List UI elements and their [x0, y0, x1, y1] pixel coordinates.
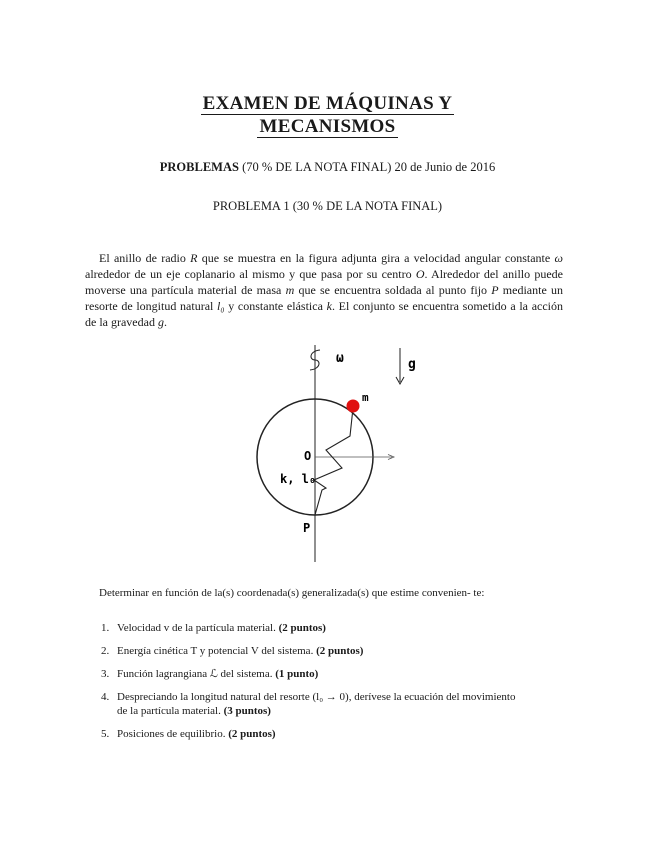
var-k: k: [326, 299, 332, 313]
m-label: m: [362, 391, 369, 404]
list-item: [85, 667, 525, 681]
exam-subtitle: [0, 160, 655, 175]
var-l0: l₀: [217, 299, 225, 313]
task-number: 4.: [101, 691, 110, 703]
intro-text-5: que se encuentra soldada al punto fijo: [294, 283, 492, 297]
var-m: m: [285, 283, 295, 297]
g-label: g: [408, 357, 416, 372]
title-line-2: MECANISMOS: [259, 116, 396, 137]
ring-diagram: [240, 340, 440, 565]
exam-title: [0, 92, 655, 138]
task-points: (3 puntos): [223, 705, 271, 717]
var-O: O: [415, 267, 425, 281]
spring-label: k, l₀: [280, 472, 317, 486]
intro-text-8: . El conjunto se encuentra sometido a la acción de la gravedad: [85, 299, 564, 329]
title-line-1: EXAMEN DE MÁQUINAS Y: [202, 93, 453, 114]
intro-text-4: . Alrededor del anillo puede moverse una partícula material de masa: [85, 267, 564, 297]
intro-text-7: y constante elástica: [224, 299, 327, 313]
task-list: [85, 621, 525, 750]
task-points: (1 punto): [275, 668, 319, 680]
spring: [314, 408, 353, 515]
task-text: Energía cinética T y potencial V del sistema.: [117, 645, 314, 657]
problem-heading: PROBLEMA 1 (30 % DE LA NOTA FINAL): [212, 199, 443, 213]
problem-statement: [85, 250, 563, 330]
task-points: (2 puntos): [316, 645, 364, 657]
task-text: Posiciones de equilibrio.: [117, 728, 226, 740]
list-item: [85, 621, 525, 635]
intro-text-2: que se muestra en la figura adjunta gira a velocidad angular constante: [197, 251, 555, 265]
o-label: O: [304, 449, 312, 463]
subtitle-bold: PROBLEMAS: [159, 160, 239, 174]
subtitle-rest: (70 % DE LA NOTA FINAL) 20 de Junio de 2016: [238, 160, 496, 174]
instructions: Determinar en función de la(s) coordenada(s) generalizada(s) que estime convenien- te:: [99, 587, 485, 599]
var-R: R: [190, 251, 198, 265]
particle-mass: [347, 400, 360, 413]
task-text: Velocidad v de la partícula material.: [117, 622, 276, 634]
var-omega: ω: [554, 251, 563, 265]
intro-text-9: .: [163, 315, 167, 329]
task-points: (2 puntos): [278, 622, 326, 634]
task-number: 5.: [101, 728, 110, 740]
var-P: P: [491, 283, 499, 297]
task-number: 2.: [101, 645, 110, 657]
task-text: Función lagrangiana ℒ del sistema.: [117, 668, 273, 680]
omega-label: ω: [336, 351, 344, 366]
list-item: [85, 727, 525, 741]
intro-text-3: alrededor de un eje coplanario al mismo y que pasa por su centro: [85, 267, 416, 281]
list-item: [85, 690, 525, 718]
task-number: 3.: [101, 668, 110, 680]
task-text: Despreciando la longitud natural del resorte (l₀ → 0), derívese la ecuación del movimiento de la partícula material.: [117, 691, 516, 717]
intro-text-1: El anillo de radio: [99, 251, 191, 265]
task-points: (2 puntos): [228, 728, 276, 740]
intro-text-6: mediante un resorte de longitud natural: [85, 283, 564, 313]
var-g: g: [157, 315, 164, 329]
p-label: P: [303, 521, 311, 535]
list-item: [85, 644, 525, 658]
task-number: 1.: [101, 622, 110, 634]
